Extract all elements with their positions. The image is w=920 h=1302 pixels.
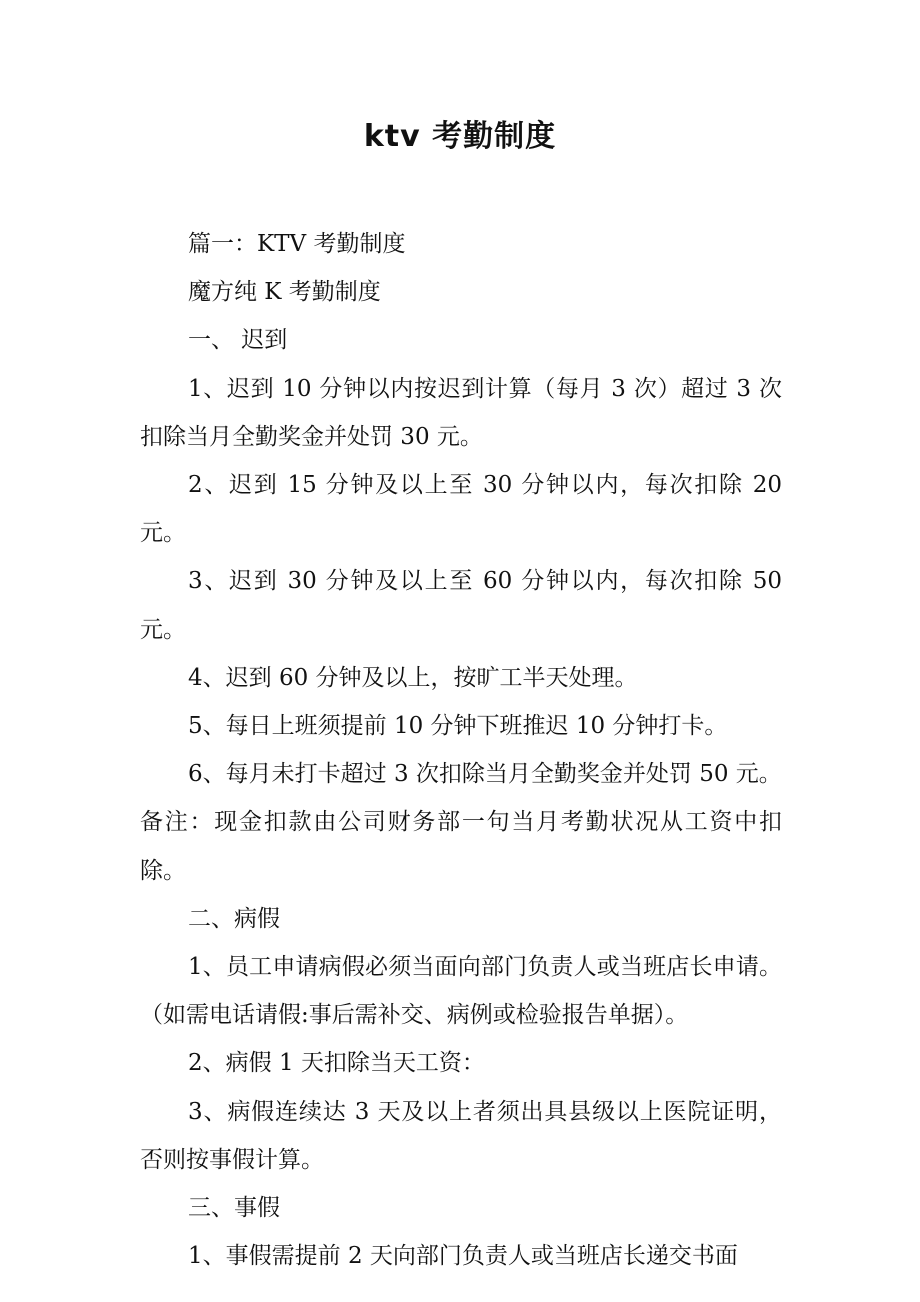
remark-paragraph: 备注：现金扣款由公司财务部一句当月考勤状况从工资中扣除。 — [140, 809, 782, 884]
late-rule-6: 6、每月未打卡超过 3 次扣除当月全勤奖金并处罚 50 元。 — [188, 761, 782, 788]
late-rule-4: 4、迟到 60 分钟及以上，按旷工半天处理。 — [188, 664, 638, 691]
late-rule-1: 1、迟到 10 分钟以内按迟到计算（每月 3 次）超过 3 次扣除当月全勤奖金并处罚 30 元。 — [140, 375, 782, 450]
document-body — [140, 220, 782, 1280]
section-heading-late: 一、 迟到 — [188, 327, 288, 354]
section-heading-article: 篇一：KTV 考勤制度 — [188, 231, 406, 257]
late-rule-2: 2、迟到 15 分钟及以上至 30 分钟以内，每次扣除 20 元。 — [140, 472, 782, 547]
section-heading-personal-leave: 三、事假 — [188, 1195, 280, 1222]
sick-leave-rule-1: 1、员工申请病假必须当面向部门负责人或当班店长申请。（如需电话请假:事后需补交、病例或检验报告单据）。 — [140, 954, 782, 1029]
sick-leave-rule-2: 2、病假 1 天扣除当天工资： — [188, 1050, 485, 1077]
section-heading-sick-leave: 二、病假 — [188, 905, 280, 932]
late-rule-5: 5、每日上班须提前 10 分钟下班推迟 10 分钟打卡。 — [188, 713, 728, 740]
policy-name: 魔方纯 K 考勤制度 — [188, 279, 381, 306]
document-title: ktv 考勤制度 — [363, 119, 557, 154]
sick-leave-rule-3: 3、病假连续达 3 天及以上者须出具县级以上医院证明，否则按事假计算。 — [140, 1098, 782, 1173]
personal-leave-rule-1: 1、事假需提前 2 天向部门负责人或当班店长递交书面 — [188, 1243, 738, 1270]
late-rule-3: 3、迟到 30 分钟及以上至 60 分钟以内，每次扣除 50 元。 — [140, 568, 782, 643]
